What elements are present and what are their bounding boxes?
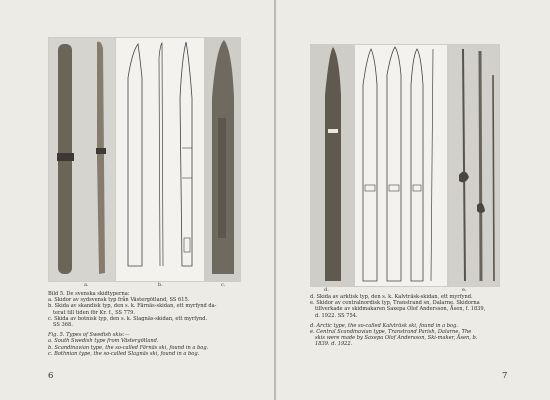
figure-a-photo xyxy=(48,37,116,282)
caption-sv-line: terat till tiden för Kr. f., SS 779. xyxy=(53,309,135,316)
figure-label-e: e. xyxy=(462,287,467,293)
figure-d-photo xyxy=(310,44,354,287)
caption-en-line: e. Central Scandinavian type, Transtrand Parish, Dalarne. The xyxy=(310,329,472,336)
caption-en-line: b. Scandinavian type, the so-called Färnäs ski, found in a bog. xyxy=(48,344,209,351)
ski-a-illustration xyxy=(49,38,115,281)
figure-label-d: d. xyxy=(324,287,329,293)
caption-sv-line: b. Skida av skandisk typ, den s. k. Färnäs-skidan, ett myrfynd da- xyxy=(48,303,217,310)
ski-b-outline xyxy=(116,38,204,281)
right-page xyxy=(276,0,550,400)
caption-en-line: Fig. 5. Types of Swedish skis:— xyxy=(48,332,130,339)
figure-e-photo xyxy=(448,44,500,287)
figure-label-b: b. xyxy=(158,282,163,288)
caption-sv-line: e. Skidor av centralnordisk typ, Transtrand sn, Dalarne. Skidorna xyxy=(310,300,480,307)
figure-label-c: c. xyxy=(221,282,226,288)
ski-e-outline xyxy=(355,45,447,286)
figure-label-a: a. xyxy=(84,282,89,288)
ski-e-poles-illustration xyxy=(449,45,499,286)
caption-right xyxy=(310,294,485,348)
figure-b-drawing xyxy=(115,37,205,282)
caption-sv-line: d. Skida av arktisk typ, den s. k. Kalvträsk-skidan, ett myrfynd. xyxy=(310,294,473,300)
caption-en-line: 1839. d. 1922. xyxy=(315,341,353,348)
caption-sv-line: c. Skida av botnisk typ, den s. k. Slagnäs-skidan, ett myrfynd. xyxy=(48,315,208,322)
caption-sv-line: Bild 5. De svenska skidtyperna: xyxy=(48,291,130,297)
caption-sv-line: a. Skidor av sydsvensk typ från Västergötland, SS 615. xyxy=(48,297,190,304)
figure-e-drawing xyxy=(354,44,448,287)
caption-sv-line: tillverkade av skidmakaren Saxepa Olof Andersson, Åsen, f. 1839, xyxy=(315,306,486,313)
ski-d-illustration xyxy=(311,45,353,286)
figure-c-photo xyxy=(205,37,241,282)
caption-left xyxy=(48,291,216,357)
caption-en-line: skis were made by Saxepa Olof Andersson, Ski-maker, Åsen, b. xyxy=(315,335,478,342)
caption-sv-line: d. 1922. SS 754. xyxy=(315,312,358,319)
ski-c-illustration xyxy=(206,38,240,281)
left-page xyxy=(0,0,274,400)
caption-en-line: d. Arctic type, the so-called Kalvträsk ski, found in a bog. xyxy=(310,322,458,329)
page-number-left: 6 xyxy=(48,371,54,381)
caption-en-line: a. South Swedish type from Västergötland. xyxy=(48,338,159,345)
caption-sv-line: SS 368. xyxy=(53,322,73,329)
caption-en-line: c. Bothnian type, the so-called Slagnäs ski, found in a bog. xyxy=(48,350,200,357)
page-number-right: 7 xyxy=(502,371,508,381)
